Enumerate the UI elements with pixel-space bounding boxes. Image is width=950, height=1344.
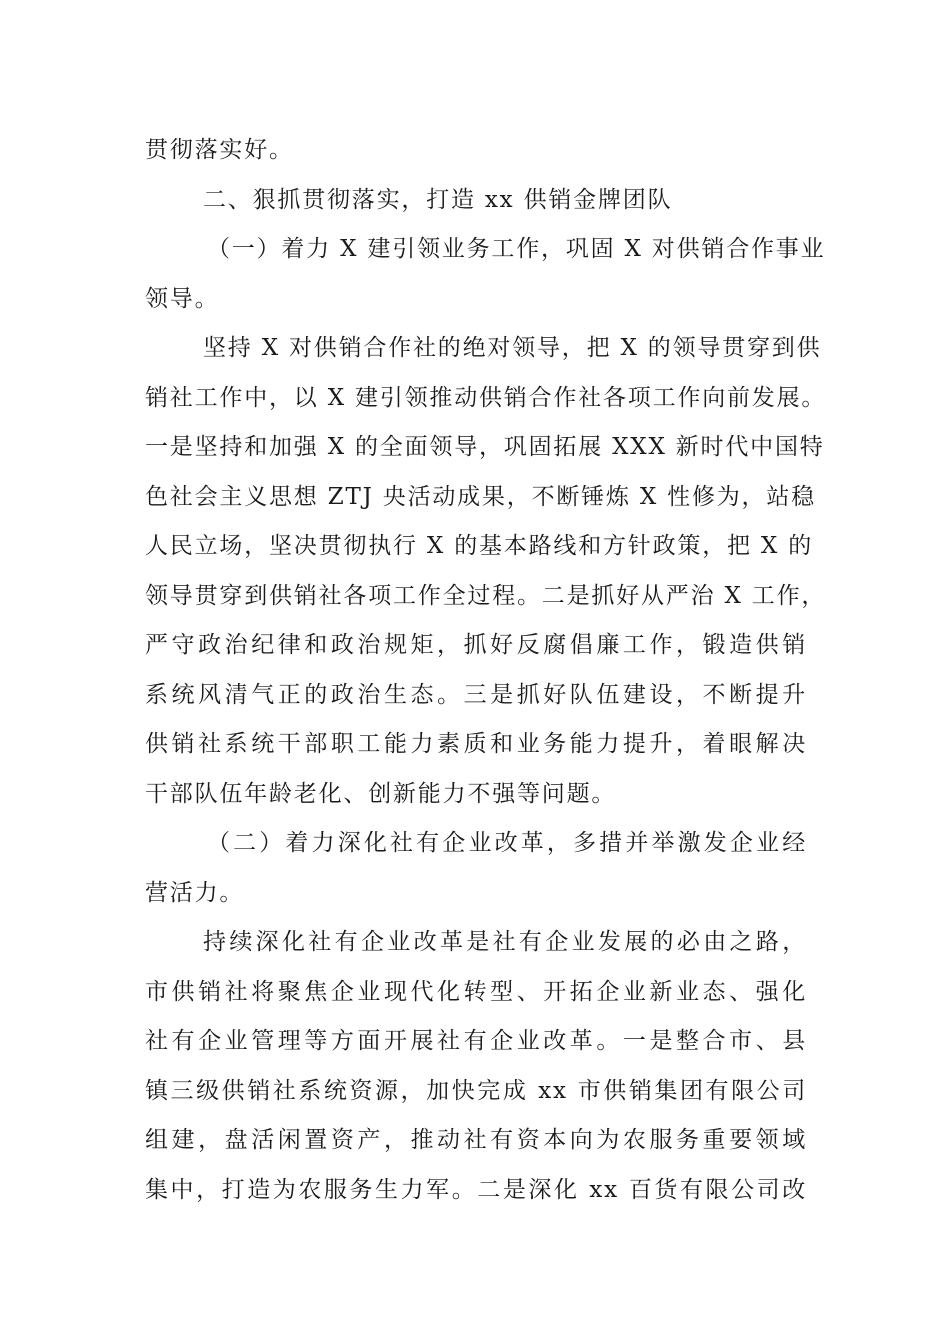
text-line: 领导贯穿到供销社各项工作全过程。二是抓好从严治 X 工作， — [145, 582, 827, 609]
text-line: 营活力。 — [145, 879, 245, 906]
text-line: 镇三级供销社系统资源，加快完成 xx 市供销集团有限公司 — [145, 1077, 807, 1104]
text-line: 坚持 X 对供销合作社的绝对领导，把 X 的领导贯穿到供 — [203, 335, 822, 361]
text-line: 持续深化社有企业改革是社有企业发展的必由之路， — [203, 929, 807, 955]
text-line: 集中，打造为农服务生力军。二是深化 xx 百货有限公司改 — [145, 1176, 807, 1203]
text-line: 系统风清气正的政治生态。三是抓好队伍建设，不断提升 — [145, 681, 807, 708]
text-line: 供销社系统干部职工能力素质和业务能力提升，着眼解决 — [145, 731, 807, 757]
text-line: 市供销社将聚焦企业现代化转型、开拓企业新业态、强化 — [145, 978, 807, 1005]
text-line: 贯彻落实好。 — [145, 137, 294, 163]
text-line: 一是坚持和加强 X 的全面领导，巩固拓展 XXX 新时代中国特 — [145, 434, 825, 460]
text-line: 严守政治纪律和政治规矩，抓好反腐倡廉工作，锻造供销 — [145, 632, 807, 658]
text-line: （一）着力 X 建引领业务工作，巩固 X 对供销合作事业 — [207, 236, 826, 262]
text-line: 干部队伍年龄老化、创新能力不强等问题。 — [145, 780, 617, 807]
text-line: 组建，盘活闲置资产，推动社有资本向为农服务重要领域 — [145, 1127, 807, 1153]
text-line: 人民立场，坚决贯彻执行 X 的基本路线和方针政策，把 X 的 — [145, 533, 813, 559]
text-line: 销社工作中，以 X 建引领推动供销合作社各项工作向前发展。 — [145, 384, 827, 411]
text-line: 色社会主义思想 ZTJ 央活动成果，不断锤炼 X 性修为，站稳 — [145, 483, 816, 510]
text-line: （二）着力深化社有企业改革，多措并举激发企业经 — [207, 830, 807, 856]
text-line: 社有企业管理等方面开展社有企业改革。一是整合市、县 — [145, 1028, 807, 1054]
document-body — [145, 126, 827, 1215]
text-line: 二、狠抓贯彻落实，打造 xx 供销金牌团队 — [203, 186, 673, 213]
text-line: 领导。 — [145, 285, 220, 312]
